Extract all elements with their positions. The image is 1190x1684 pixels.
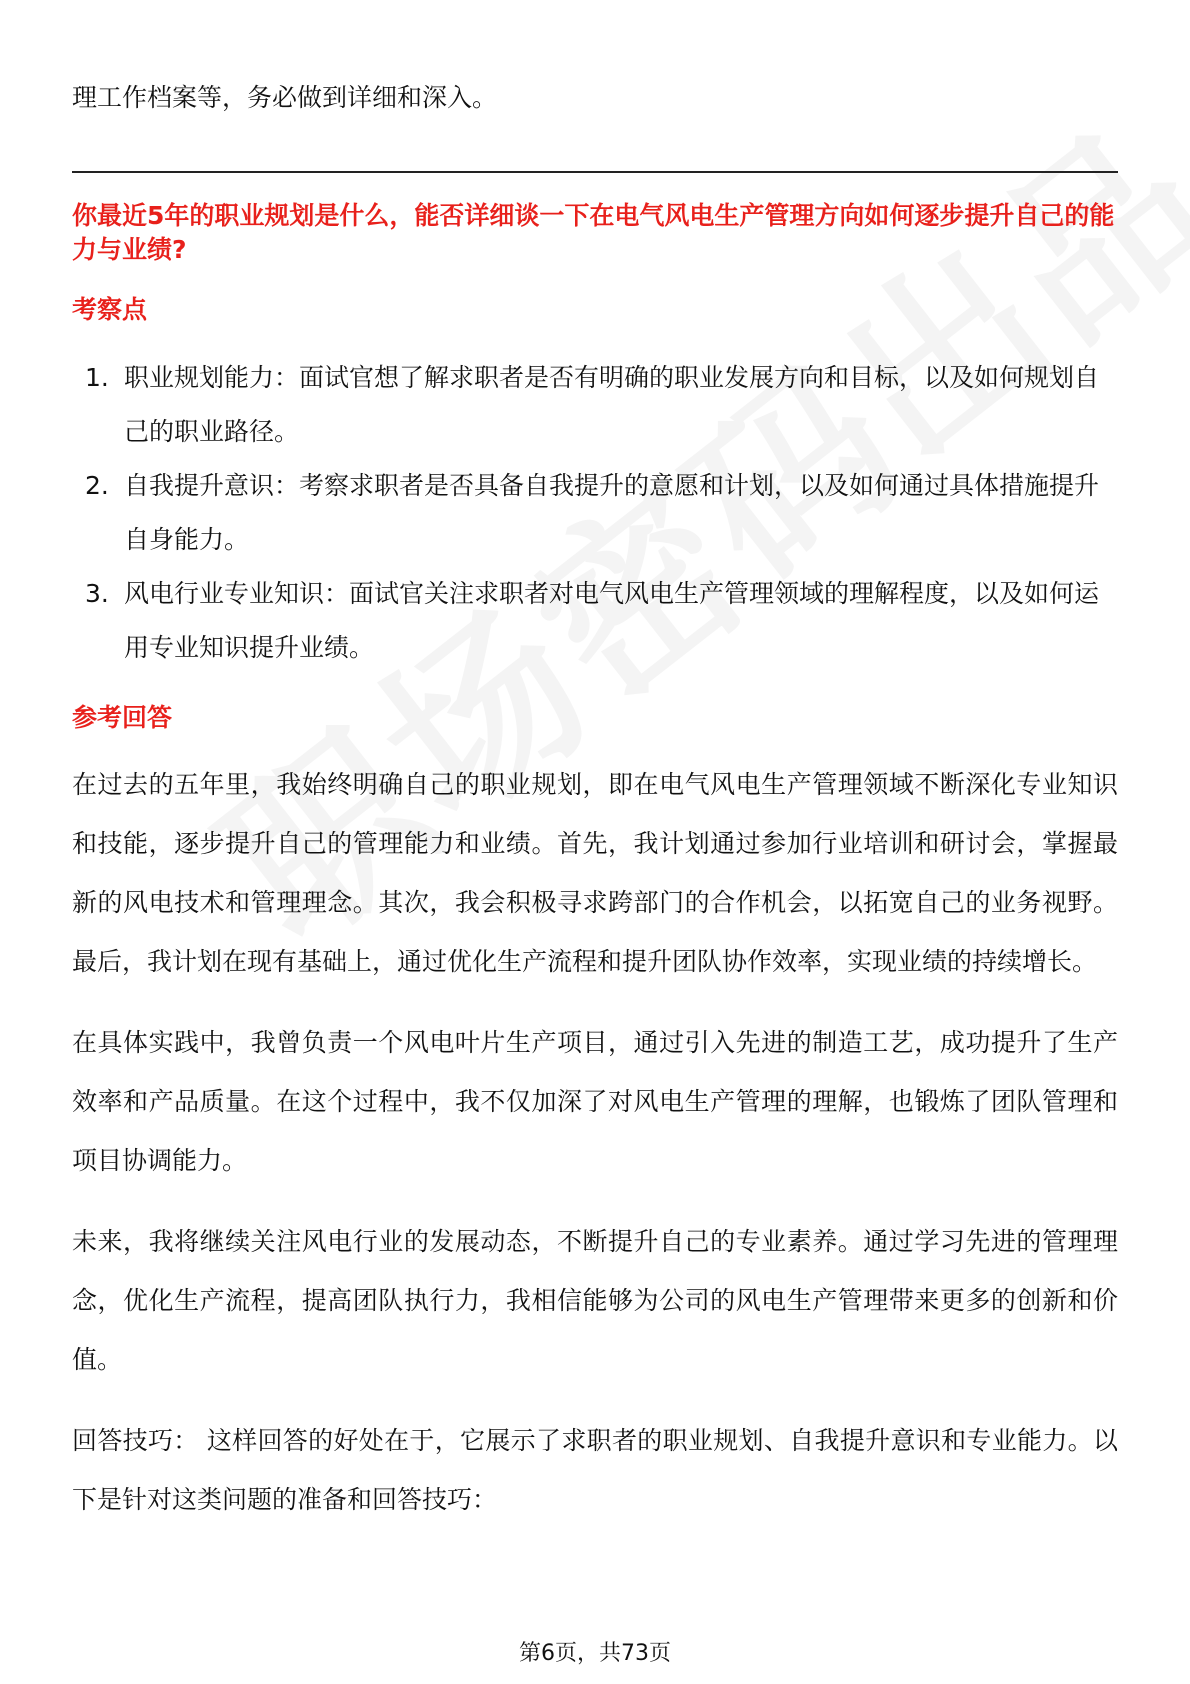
- list-item: [72, 351, 1118, 459]
- focus-list: [72, 351, 1118, 675]
- list-item-text: 自我提升意识：考察求职者是否具备自我提升的意愿和计划，以及如何通过具体措施提升自身能力。: [124, 471, 1100, 554]
- page-number-footer: 第6页，共73页: [519, 1641, 671, 1666]
- list-item-text: 风电行业专业知识：面试官关注求职者对电气风电生产管理领域的理解程度，以及如何运用专业知识提升业绩。: [124, 579, 1100, 662]
- focus-title: 考察点: [72, 295, 148, 324]
- list-item-number: 1.: [85, 363, 109, 392]
- tips-paragraph: 回答技巧： 这样回答的好处在于，它展示了求职者的职业规划、自我提升意识和专业能力。以下是针对这类问题的准备和回答技巧：: [72, 1426, 1118, 1514]
- list-item: [72, 567, 1118, 675]
- answer-paragraph: 在过去的五年里，我始终明确自己的职业规划，即在电气风电生产管理领域不断深化专业知识和技能，逐步提升自己的管理能力和业绩。首先，我计划通过参加行业培训和研讨会，掌握最新的风电技术和管理理念。其次，我会积极寻求跨部门的合作机会，以拓宽自己的业务视野。最后，我计划在现有基础上，通过优化生产流程和提升团队协作效率，实现业绩的持续增长。: [72, 770, 1118, 976]
- list-item-number: 3.: [85, 579, 109, 608]
- intro-tail-text: 理工作档案等，务必做到详细和深入。: [72, 83, 498, 112]
- content-area: [72, 68, 1118, 1529]
- list-item: [72, 459, 1118, 567]
- answer-paragraph: 未来，我将继续关注风电行业的发展动态，不断提升自己的专业素养。通过学习先进的管理理念，优化生产流程，提高团队执行力，我相信能够为公司的风电生产管理带来更多的创新和价值。: [72, 1227, 1118, 1374]
- list-item-number: 2.: [85, 471, 109, 500]
- list-item-text: 职业规划能力：面试官想了解求职者是否有明确的职业发展方向和目标，以及如何规划自己的职业路径。: [124, 363, 1100, 446]
- section-divider: [72, 171, 1118, 173]
- question-heading: 你最近5年的职业规划是什么，能否详细谈一下在电气风电生产管理方向如何逐步提升自己的能力与业绩?: [72, 201, 1115, 264]
- answer-paragraph: 在具体实践中，我曾负责一个风电叶片生产项目，通过引入先进的制造工艺，成功提升了生产效率和产品质量。在这个过程中，我不仅加深了对风电生产管理的理解，也锻炼了团队管理和项目协调能力。: [72, 1028, 1118, 1175]
- answer-title: 参考回答: [72, 703, 173, 732]
